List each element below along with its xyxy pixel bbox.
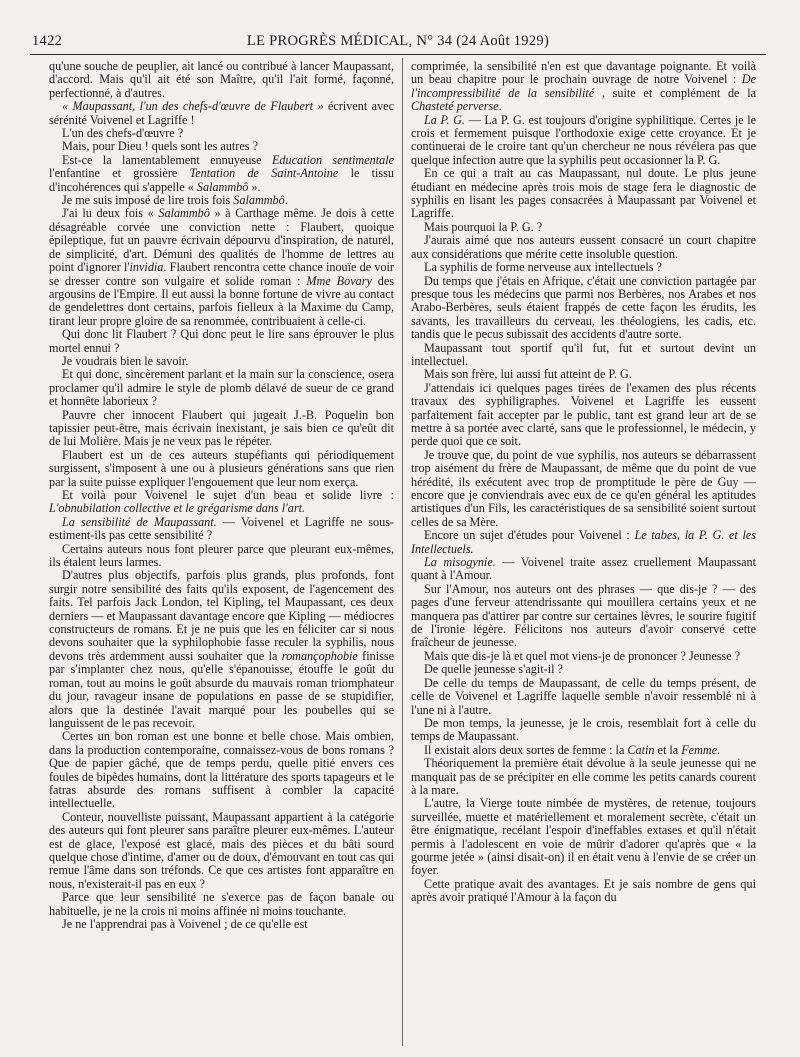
paragraph: Cette pratique avait des avantages. Et je sais nombre de gens qui après avoir pratiqué l'Amour à la façon du <box>411 876 756 905</box>
paragraph: Il existait alors deux sortes de femme : la Catin et la Femme. <box>424 742 721 757</box>
paragraph: comprimée, la sensibilité n'en est que davantage poignante. Et voilà un beau chapitre pour le prochain ouvrage de notre Voivenel : De l'incompressibilité de la sensibilité , suite et complément de la Chasteté perverse. <box>411 60 756 114</box>
section-paragraph: La P. G. — La P. G. est toujours d'origine syphilitique. Certes je le crois et fermement puisque l'orthodoxie exige cette croyance. Et je continuerai de le croire tant qu'un chercheur ne nous révélera pas que quelque infection autre que la syphilis peut occasionner la P. G. <box>411 112 756 167</box>
paragraph: De celle du temps de Maupassant, de celle du temps présent, de celle de Voivenel et Lagriffe laquelle semble n'avoir ressemblé ni à l'une ni à l'autre. <box>411 675 756 717</box>
paragraph: De quelle jeunesse s'agit-il ? <box>424 662 563 677</box>
paragraph: Et qui donc, sincèrement parlant et la main sur la conscience, osera proclamer qu'il admire le style de plomb délavé de sueur de ce grand et honnête laborieux ? <box>49 367 394 409</box>
paragraph: J'attendais ici quelques pages tirées de l'examen des plus récents travaux des syphiligraphes. Voivenel et Lagriffe les eussent parfaitement fait accepter par le public, tant est grand leur art de se mettre à sa portée avec clarté, sans que le professionnel, le médecin, y perde quoi que ce soit. <box>411 380 756 449</box>
paragraph: Théoriquement la première était dévolue à la seule jeunesse qui ne manquait pas de se précipiter en elle comme les petits canards courent à la mare. <box>411 756 756 797</box>
paragraph: En ce qui a trait au cas Maupassant, nul doute. Le plus jeune étudiant en médecine après trois mois de stage fera le diagnostic de syphilis en lisant les pages consacrées à Maupassant par Voivenel et Lagriffe. <box>411 166 756 221</box>
header-rule <box>30 54 766 55</box>
paragraph: Mais que dis-je là et quel mot viens-je de prononcer ? Jeunesse ? <box>424 648 741 663</box>
paragraph: Je ne l'apprendrai pas à Voivenel ; de ce qu'elle est <box>62 917 308 931</box>
paragraph: Je me suis imposé de lire trois fois Salammbô. <box>62 193 288 208</box>
paragraph: Parce que leur sensibilité ne s'exerce pas de façon banale ou habituelle, je ne la crois ni moins affinée ni moins touchante. <box>49 890 394 918</box>
paragraph: J'aurais aimé que nos auteurs eussent consacré un court chapitre aux considérations que mérite cette insoluble question. <box>411 233 756 261</box>
paragraph: Mais son frère, lui aussi fut atteint de P. G. <box>424 367 632 382</box>
paragraph: Du temps que j'étais en Afrique, c'était une conviction partagée par presque tous les médecins que parmi nos Berbères, nos Arabes et nos Arabo-Berbères, seuls étaient frappés de cette façon les érudits, les savants, les travailleurs du cerveau, les théologiens, les cadis, etc. tandis que le pecus subissait des accidents d'autre sorte. <box>411 273 756 342</box>
section-paragraph: La sensibilité de Maupassant. — Voivenel et Lagriffe ne sous-estiment-ils pas cette sensibilité ? <box>49 514 394 543</box>
section-paragraph: La misogynie. — Voivenel traite assez cruellement Maupassant quant à l'Amour. <box>411 555 756 583</box>
paragraph: « Maupassant, l'un des chefs-d'œuvre de Flaubert » écrivent avec sérénité Voivenel et Lagriffe ! <box>49 99 394 127</box>
paragraph: D'autres plus objectifs, parfois plus grands, plus profonds, font surgir notre sensibilité des faits qu'ils exposent, de l'agencement des faits. Tel parfois Jack London, tel Kipling, tel Maupassant, ces deux derniers — et Maupassant davantage encore que Kipling — médiocres constructeurs de romans. Et je ne puis que les en féliciter car si nous devons souhaiter que la syphilophobie fasse reculer la syphilis, nous devons très ardemment aussi souhaiter que la romançophobie finisse par s'implanter chez nous, qu'elle s'épanouisse, étouffe le goût du roman, tout au moins le goût absurde du mauvais roman triomphateur du jour, ravageur insane de populations en passe de se stupidifier, alors que la destinée l'avait marqué pour les poubelles qui se languissent de le pas recevoir. <box>49 568 394 730</box>
paragraph: Sur l'Amour, nos auteurs ont des phrases — que dis-je ? — des pages d'une ferveur attendrissante qui mouillera certains yeux et ne manquera pas d'attirer par contre sur certaines lèvres, le sourire fugitif de l'ironie légère. Félicitons nos auteurs d'avoir conservé cette fraîcheur de jeunesse. <box>411 581 756 650</box>
paragraph: Pauvre cher innocent Flaubert qui jugeait J.-B. Poquelin bon tapissier peut-être, mais écrivain inexistant, je sais bien ce qu'eût dit de lui Molière. Mais je ne veux pas le répéter. <box>49 407 394 449</box>
page-header <box>30 33 766 51</box>
paragraph: Je voudrais bien le savoir. <box>62 353 189 368</box>
running-head: LE PROGRÈS MÉDICAL, N° 34 (24 Août 1929) <box>246 33 550 49</box>
paragraph: Conteur, nouvelliste puissant, Maupassant appartient à la catégorie des auteurs qui font pleurer sans paraître pleurer eux-mêmes. L'auteur est de glace, l'exposé est glacé, mais des pièces et du bâti sourd quelque chose d'intime, d'amer ou de doux, d'émouvant en tout cas qui remue l'âme dans son tréfonds. Ce que ces artistes font apparaître en nous, n'existerait-il pas en eux ? <box>49 809 394 891</box>
paragraph: La syphilis de forme nerveuse aux intellectuels ? <box>424 260 662 275</box>
paragraph: L'un des chefs-d'œuvre ? <box>62 126 184 141</box>
paragraph: De mon temps, la jeunesse, je le crois, resemblait fort à celle du temps de Maupassant. <box>411 715 756 744</box>
paragraph: Qui donc lit Flaubert ? Qui donc peut le lire sans éprouver le plus mortel ennui ? <box>49 327 394 355</box>
paragraph: Est-ce la lamentablement ennuyeuse Education sentimentale l'enfantine et grossière Tentation de Saint-Antoine le tissu d'incohérences qui s'appelle « Salammbô ». <box>49 152 394 194</box>
right-column <box>411 60 756 1045</box>
paragraph: qu'une souche de peuplier, ait lancé ou contribué à lancer Maupassant, d'accord. Mais qu'il ait été son Maître, qu'il l'ait formé, façonné, perfectionné, à d'autres. <box>49 60 394 100</box>
paragraph: Je trouve que, du point de vue syphilis, nos auteurs se débarrassent trop aisément du frère de Maupassant, de même que du point de vue hérédité, ils exécutent avec trop de promptitude le père de Guy — encore que je conviendrais avec eux de ce qu'en général les aptitudes artistiques d'un Fils, les caractéristiques de sa sensibilité soient surtout celles de sa Mère. <box>411 447 756 529</box>
left-column <box>49 60 394 1045</box>
paragraph: Mais, pour Dieu ! quels sont les autres ? <box>62 139 258 154</box>
paragraph: J'ai lu deux fois « Salammbô » à Carthage même. Je dois à cette désagréable corvée une conviction nette : Flaubert, quoique épileptique, fut un pauvre écrivain dépourvu d'inspiration, de naturel, de simplicité, d'art. Démuni des qualités de l'homme de lettres au point d'ignorer l'invidia. Flaubert rencontra cette chance inouïe de voir se dresser contre son vulgaire et solide roman : Mme Bovary des argousins de l'Empire. Il eut aussi la bonne fortune de vivre au contact de gendelettres dont certains, parfois fielleux à la Maxime du Camp, tirant leur propre gloire de sa renommée, contribuaient à celle-ci. <box>49 206 394 328</box>
column-divider <box>402 58 403 1046</box>
paragraph: Et voilà pour Voivenel le sujet d'un beau et solide livre : L'obnubilation collective et le grégarisme dans l'art. <box>49 488 394 516</box>
paragraph: L'autre, la Vierge toute nimbée de mystères, de retenue, toujours surveillée, muette et matériellement et moralement secrète, c'était un être énigmatique, recélant l'espoir d'ineffables extases et qu'il n'était permis à l'adolescent en voie de mûrir d'adorer qu'après que « la gourme jetée » (ainsi disait-on) il en était venu à l'envie de se créer un foyer. <box>411 796 756 878</box>
paragraph: Maupassant tout sportif qu'il fut, fut et surtout devint un intellectuel. <box>411 340 756 368</box>
paragraph: Certains auteurs nous font pleurer parce que pleurant eux-mêmes, ils étalent leurs larmes. <box>49 541 394 570</box>
paragraph: Flaubert est un de ces auteurs stupéfiants qui périodiquement surgissent, s'imposent à une ou à plusieurs générations sans que rien par la suite puisse expliquer l'engouement que leur nom exerça. <box>49 447 394 489</box>
page-number: 1422 <box>32 33 63 49</box>
paragraph: Encore un sujet d'études pour Voivenel : Le tabes, la P. G. et les Intellectuels. <box>411 528 756 556</box>
paragraph: Certes un bon roman est une bonne et belle chose. Mais ombien, dans la production contemporaine, connaissez-vous de bons romans ? Que de papier gâché, que de temps perdu, quelle pitié envers ces foules de bipèdes humains, dont la littérature des sports tapageurs et le fatras absurde des romans suffisent à combler la capacité intellectuelle. <box>49 729 394 811</box>
paragraph: Mais pourquoi la P. G. ? <box>424 219 543 234</box>
